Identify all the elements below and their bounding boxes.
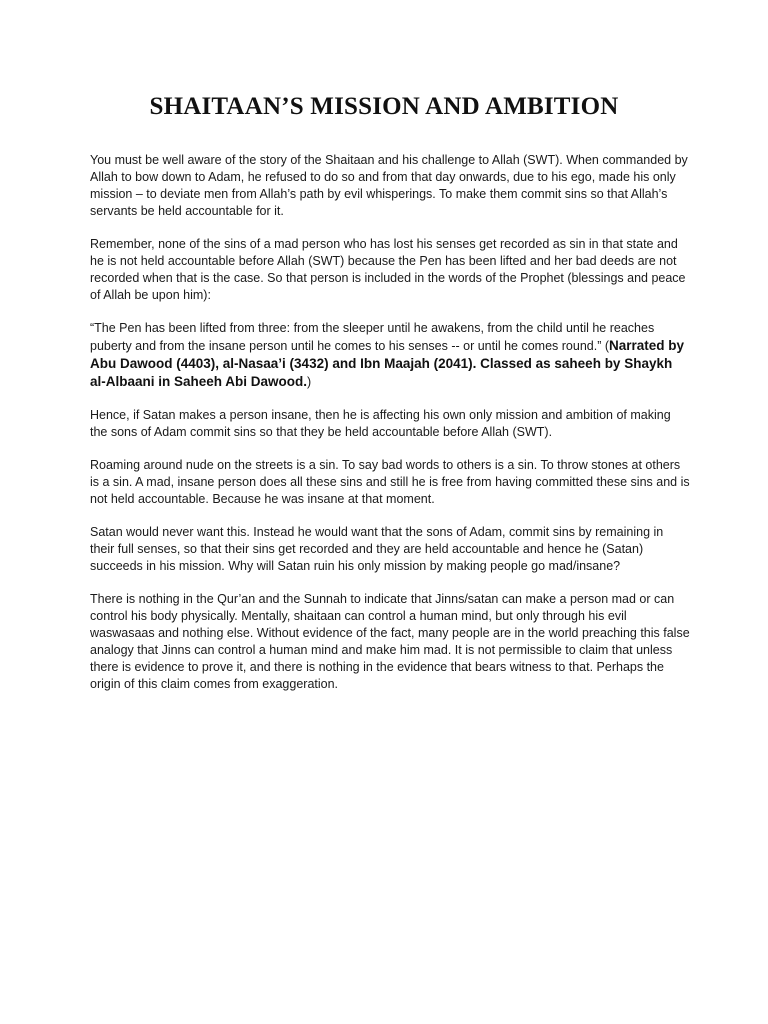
paragraph-mad-person: Remember, none of the sins of a mad person who has lost his senses get recorded as sin in that state and he is not held accountable before Allah (SWT) because the Pen has been lifted and her bad deeds are not recorded when that is the case. So that person is included in the words of the Prophet (blessings and peace of Allah be upon him): bbox=[90, 237, 686, 302]
document-body bbox=[90, 152, 690, 709]
hadith-citation-close: ) bbox=[307, 375, 312, 389]
hadith-quote-text: “The Pen has been lifted from three: from the sleeper until he awakens, from the child until he reaches puberty and from the insane person until he comes to his senses -- or until he comes round.” ( bbox=[90, 321, 655, 353]
paragraph-sins-examples: Roaming around nude on the streets is a sin. To say bad words to others is a sin. To throw stones at others is a sin. A mad, insane person does all these sins and still he is free from having committed these sins and is not held accountable. Because he was insane at that moment. bbox=[90, 458, 690, 506]
paragraph-satan-wants: Satan would never want this. Instead he would want that the sons of Adam, commit sins by remaining in their full senses, so that their sins get recorded and they are held accountable and hence he (Satan) succeeds in his mission. Why will Satan ruin his only mission by making people go mad/insane? bbox=[90, 525, 664, 573]
paragraph-no-evidence: There is nothing in the Qur’an and the Sunnah to indicate that Jinns/satan can make a person mad or can control his body physically. Mentally, shaitaan can control a human mind, but only through his evil waswasaas and nothing else. Without evidence of the fact, many people are in the world preaching this false analogy that Jinns can control a human mind and make him mad. It is not permissible to claim that unless there is evidence to prove it, and there is nothing in the evidence that bears witness to that. Perhaps the origin of this claim comes from exaggeration. bbox=[90, 592, 690, 691]
paragraph-hadith-quote bbox=[90, 320, 690, 391]
document-title: SHAITAAN’S MISSION AND AMBITION bbox=[149, 93, 619, 120]
hadith-citation: Narrated by Abu Dawood (4403), al-Nasaa’i (3432) and Ibn Maajah (2041). Classed as saheeh by Shaykh al-Albaani in Saheeh Abi Dawood. bbox=[90, 338, 685, 389]
paragraph-shaitaan-story: You must be well aware of the story of the Shaitaan and his challenge to Allah (SWT). When commanded by Allah to bow down to Adam, he refused to do so and from that day onwards, due to his ego, made his only mission – to deviate men from Allah’s path by evil whisperings. To make them commit sins so that Allah’s servants be held accountable for it. bbox=[90, 153, 688, 218]
paragraph-satan-insane: Hence, if Satan makes a person insane, then he is affecting his own only mission and ambition of making the sons of Adam commit sins so that they be held accountable before Allah (SWT). bbox=[90, 408, 671, 439]
